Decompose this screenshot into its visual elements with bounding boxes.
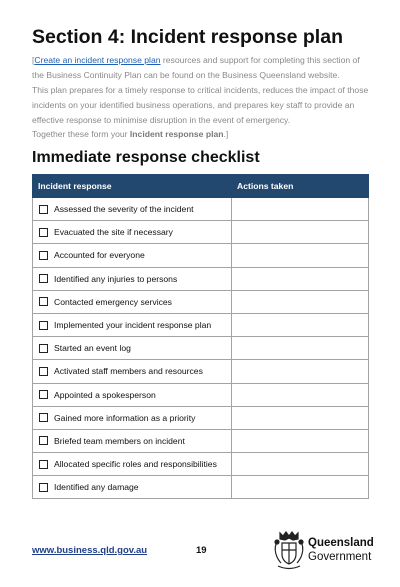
checklist-item	[33, 297, 231, 307]
incident-response-cell	[33, 360, 232, 383]
checklist-item	[33, 343, 231, 353]
checkbox[interactable]	[39, 205, 48, 214]
checklist-item-label: Activated staff members and resources	[54, 366, 203, 377]
table-row	[33, 476, 369, 499]
page-number: 19	[196, 545, 207, 556]
checklist-item	[33, 482, 231, 492]
checkbox[interactable]	[39, 321, 48, 330]
actions-taken-cell[interactable]	[232, 267, 369, 290]
column-header-incident-response: Incident response	[33, 175, 232, 198]
checklist-item-label: Implemented your incident response plan	[54, 320, 212, 331]
incident-response-cell	[33, 337, 232, 360]
section-title: Section 4: Incident response plan	[32, 26, 343, 48]
checkbox[interactable]	[39, 251, 48, 260]
checklist-item	[33, 390, 231, 400]
checklist-item-label: Contacted emergency services	[54, 296, 172, 307]
checklist-item-label: Accounted for everyone	[54, 250, 145, 261]
checklist-item-label: Assessed the severity of the incident	[54, 204, 194, 215]
checklist-item-label: Identified any injuries to persons	[54, 273, 178, 284]
incident-response-cell	[33, 313, 232, 336]
checklist-item-label: Identified any damage	[54, 482, 139, 493]
table-row	[33, 221, 369, 244]
actions-taken-cell[interactable]	[232, 453, 369, 476]
checklist-item	[33, 320, 231, 330]
checkbox[interactable]	[39, 297, 48, 306]
table-row	[33, 244, 369, 267]
checkbox[interactable]	[39, 367, 48, 376]
checklist-heading: Immediate response checklist	[32, 149, 260, 166]
checklist-item	[33, 204, 231, 214]
checklist-item-label: Appointed a spokesperson	[54, 389, 156, 400]
bracket-open: [	[32, 55, 35, 65]
column-header-actions-taken: Actions taken	[232, 175, 369, 198]
intro-paragraph-3	[32, 127, 374, 142]
checklist-item-label: Gained more information as a priority	[54, 412, 196, 423]
checklist-table	[32, 174, 369, 499]
checkbox[interactable]	[39, 274, 48, 283]
actions-taken-cell[interactable]	[232, 406, 369, 429]
table-row	[33, 360, 369, 383]
intro-p3-after: .]	[223, 129, 229, 139]
checkbox[interactable]	[39, 413, 48, 422]
create-incident-response-plan-link[interactable]: Create an incident response plan	[34, 55, 161, 65]
checklist-item-label: Allocated specific roles and responsibilities	[54, 459, 217, 470]
table-row	[33, 453, 369, 476]
table-row	[33, 267, 369, 290]
checklist-item-label: Started an event log	[54, 343, 131, 354]
actions-taken-cell[interactable]	[232, 360, 369, 383]
incident-response-cell	[33, 476, 232, 499]
actions-taken-cell[interactable]	[232, 198, 369, 221]
logo-text-government: Government	[308, 551, 372, 563]
actions-taken-cell[interactable]	[232, 337, 369, 360]
intro-p1-rest: resources and support for completing this section of the Business Continuity Plan can be found on the Business Queensland website.	[32, 55, 360, 80]
actions-taken-cell[interactable]	[232, 290, 369, 313]
incident-response-cell	[33, 453, 232, 476]
checklist-item	[33, 227, 231, 237]
checklist-item-label: Briefed team members on incident	[54, 435, 185, 446]
actions-taken-cell[interactable]	[232, 476, 369, 499]
intro-paragraph-2: This plan prepares for a timely response to critical incidents, reduces the impact of those incidents on your identified business operations, and prepares key staff to provide an effective response to minimise disruption in the event of emergency.	[32, 85, 369, 125]
table-row	[33, 337, 369, 360]
queensland-coat-of-arms-icon	[272, 530, 306, 574]
checkbox[interactable]	[39, 460, 48, 469]
incident-response-cell	[33, 221, 232, 244]
actions-taken-cell[interactable]	[232, 429, 369, 452]
actions-taken-cell[interactable]	[232, 244, 369, 267]
checklist-item	[33, 413, 231, 423]
checklist-item	[33, 436, 231, 446]
checklist-item	[33, 459, 231, 469]
table-header-row	[33, 175, 369, 198]
table-row	[33, 429, 369, 452]
checklist-item	[33, 250, 231, 260]
logo-text-queensland: Queensland	[308, 537, 374, 549]
intro-p3-before: Together these form your	[32, 129, 130, 139]
checkbox[interactable]	[39, 228, 48, 237]
table-row	[33, 313, 369, 336]
intro-p3-bold: Incident response plan	[129, 129, 224, 139]
incident-response-cell	[33, 198, 232, 221]
incident-response-cell	[33, 244, 232, 267]
intro-paragraph-1	[32, 53, 374, 83]
actions-taken-cell[interactable]	[232, 313, 369, 336]
incident-response-cell	[33, 406, 232, 429]
checkbox[interactable]	[39, 483, 48, 492]
footer-website-link[interactable]: www.business.qld.gov.au	[32, 545, 148, 556]
checkbox[interactable]	[39, 390, 48, 399]
actions-taken-cell[interactable]	[232, 383, 369, 406]
table-row	[33, 383, 369, 406]
incident-response-cell	[33, 267, 232, 290]
checkbox[interactable]	[39, 344, 48, 353]
incident-response-cell	[33, 383, 232, 406]
checklist-item-label: Evacuated the site if necessary	[54, 227, 173, 238]
table-row	[33, 406, 369, 429]
checklist-body	[33, 198, 369, 499]
actions-taken-cell[interactable]	[232, 221, 369, 244]
incident-response-cell	[33, 429, 232, 452]
queensland-government-logo	[272, 530, 376, 574]
incident-response-cell	[33, 290, 232, 313]
checkbox[interactable]	[39, 436, 48, 445]
checklist-item	[33, 366, 231, 376]
checklist-item	[33, 274, 231, 284]
table-row	[33, 290, 369, 313]
table-row	[33, 198, 369, 221]
